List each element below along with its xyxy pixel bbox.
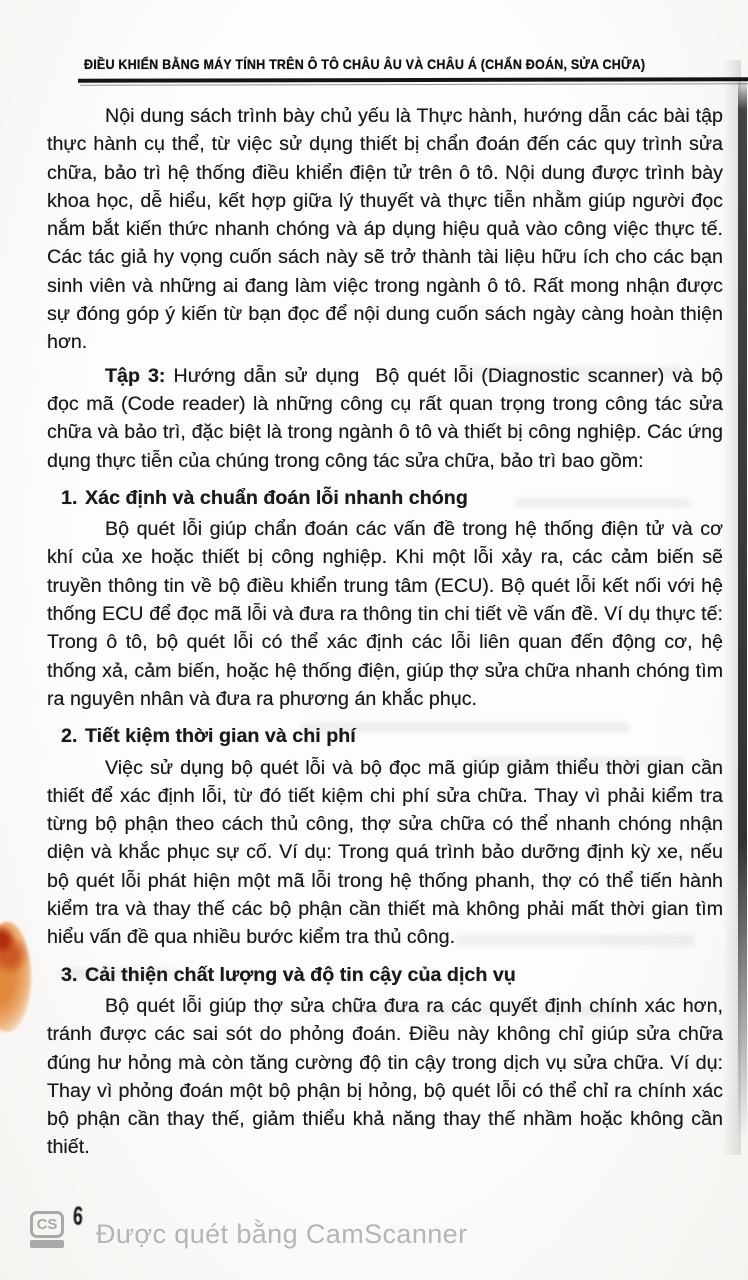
section-heading-3: [47, 961, 723, 989]
section-number: 1.: [61, 486, 78, 509]
thumb-smudge: [0, 922, 31, 1032]
scan-edge-strip: [738, 78, 747, 1140]
camscanner-watermark-text: Được quét bằng CamScanner: [96, 1219, 468, 1249]
tap3-body: Hướng dẫn sử dụng Bộ quét lỗi (Diagnostic scanner) và bộ đọc mã (Code reader) là những công cụ rất quan trọng trong công tác sửa chữa và bảo trì, đặc biệt là trong ngành ô tô và thiết bị công nghiệp. Các ứng dụng thực tiễn của chúng trong công tác sửa chữa, bảo trì bao gồm:: [47, 364, 724, 472]
page-body: [47, 102, 723, 1167]
section-body-2: Việc sử dụng bộ quét lỗi và bộ đọc mã giúp giảm thiểu thời gian cần thiết để xác định lỗi, từ đó tiết kiệm chi phí sửa chữa. Thay vì phải kiểm tra từng bộ phận theo cách thủ công, thợ sửa chữa có thể nhanh chóng nhận diện và khắc phục sự cố. Ví dụ: Trong quá trình bảo dưỡng định kỳ xe, nếu bộ quét lỗi phát hiện một mã lỗi trong hệ thống phanh, thợ có thể tiến hành kiểm tra và thay thế các bộ phận cần thiết mà không phải mất thời gian tìm hiểu vấn đề qua nhiều bước kiểm tra thủ công.: [47, 756, 723, 949]
section-title: Xác định và chuẩn đoán lỗi nhanh chóng: [85, 486, 468, 509]
tap3-paragraph: [47, 362, 723, 475]
section-body-1: Bộ quét lỗi giúp chẩn đoán các vấn đề trong hệ thống điện tử và cơ khí của xe hoặc thiết bị công nghiệp. Khi một lỗi xảy ra, các cảm biến sẽ truyền thông tin về bộ điều khiển trung tâm (ECU). Bộ quét lỗi kết nối với hệ thống ECU để đọc mã lỗi và đưa ra thông tin chi tiết về vấn đề. Ví dụ thực tế: Trong ô tô, bộ quét lỗi có thể xác định các lỗi liên quan đến động cơ, hệ thống xả, cảm biến, hoặc hệ thống điện, giúp thợ sửa chữa nhanh chóng tìm ra nguyên nhân và đưa ra phương án khắc phục.: [47, 518, 723, 710]
section-number: 2.: [61, 725, 78, 748]
intro-paragraph: Nội dung sách trình bày chủ yếu là Thực hành, hướng dẫn các bài tập thực hành cụ thể, từ việc sử dụng thiết bị chẩn đoán đến các quy trình sửa chữa, bảo trì hệ thống điều khiển điện tử trên ô tô. Nội dung được trình bày khoa học, dễ hiểu, kết hợp giữa lý thuyết và thực tiễn nhằm giúp người đọc nắm bắt kiến thức nhanh chóng và áp dụng hiệu quả vào công việc thực tế. Các tác giả hy vọng cuốn sách này sẽ trở thành tài liệu hữu ích cho các bạn sinh viên và những ai đang làm việc trong ngành ô tô. Rất mong nhận được sự đóng góp ý kiến từ bạn đọc để nội dung cuốn sách ngày càng hoàn thiện hơn.: [47, 105, 723, 354]
section-title: Cải thiện chất lượng và độ tin cậy của dịch vụ: [85, 963, 516, 986]
tap3-label: Tập 3:: [105, 364, 166, 387]
camscanner-logo-bar: [30, 1240, 64, 1248]
section-heading-2: [47, 722, 723, 750]
running-header-title: ĐIỀU KHIỂN BẰNG MÁY TÍNH TRÊN Ô TÔ CHÂU ÂU VÀ CHÂU Á (CHẨN ĐOÁN, SỬA CHỮA): [84, 57, 646, 72]
camscanner-logo-box: CS: [30, 1211, 64, 1238]
camscanner-logo-icon: [30, 1211, 64, 1248]
header-rule: [78, 77, 748, 82]
section-heading-1: [47, 484, 723, 512]
section-body-3: Bộ quét lỗi giúp thợ sửa chữa đưa ra các quyết định chính xác hơn, tránh được các sai sót do phỏng đoán. Điều này không chỉ giúp sửa chữa đúng hư hỏng mà còn tăng cường độ tin cậy trong dịch vụ sửa chữa. Ví dụ: Thay vì phỏng đoán một bộ phận bị hỏng, bộ quét lỗi có thể chỉ ra chính xác bộ phận cần thay thế, giảm thiểu khả năng thay thế nhầm hoặc không cần thiết.: [47, 994, 723, 1159]
section-title: Tiết kiệm thời gian và chi phí: [85, 725, 356, 748]
section-number: 3.: [61, 963, 78, 986]
page-number: 6: [72, 1200, 84, 1232]
